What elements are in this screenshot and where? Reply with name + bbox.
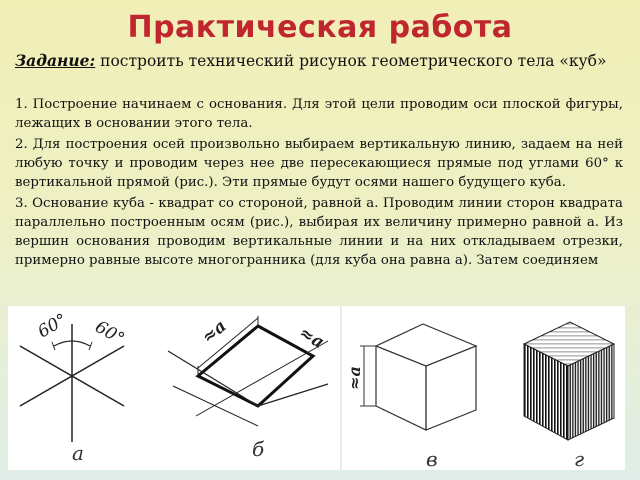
figure-a-axes (20, 310, 128, 465)
figure-b-label: б (252, 437, 265, 461)
task-text: построить технический рисунок геометрического тела «куб» (95, 52, 607, 70)
angle-label-right: 60° (91, 317, 128, 350)
base-axis-1 (168, 351, 258, 406)
figure-g-shaded-cube (524, 322, 614, 470)
figure-a-label: а (72, 441, 84, 465)
step-3: 3. Основание куба - квадрат со стороной, равной а. Проводим линии сторон квадрата параллельно построенным осям (рис.), выбирая их величину примерно равной а. Из вершин основания проводим вертикальные линии и на них откладываем отрезки, примерно равные высоте многогранника (для куба она равна а). Затем соединяем (15, 196, 623, 268)
slide-title: Практическая работа (127, 10, 513, 45)
dim-label-left: ≈a (198, 316, 231, 348)
step-1: 1. Построение начинаем с основания. Для этой цели проводим оси плоской фигуры, лежащих в основании этого тела. (15, 97, 623, 131)
task-line (15, 50, 627, 72)
figures-illustration (8, 306, 625, 470)
steps-list (15, 95, 623, 272)
figure-v-label: в (426, 447, 438, 470)
figure-g-label: г (574, 447, 585, 470)
step-2: 2. Для построения осей произвольно выбираем вертикальную линию, задаем на ней любую точку и проводим через нее две пересекающиеся прямые под углами 60° к вертикальной прямой (рис.). Эти прямые будут осями нашего будущего куба. (15, 137, 623, 190)
cube-top-face (376, 324, 476, 366)
cube-left-face (376, 346, 426, 430)
angle-label-left: 60° (34, 309, 71, 343)
dim-label-right: ≈a (295, 323, 328, 353)
task-label: Задание: (15, 51, 96, 70)
figure-v-cube (345, 324, 476, 470)
figure-panel (8, 306, 625, 470)
figure-b-base (168, 316, 328, 461)
cube-right-face (426, 346, 476, 430)
base-axis-4 (173, 386, 258, 426)
height-dim-label: ≈a (345, 366, 364, 390)
